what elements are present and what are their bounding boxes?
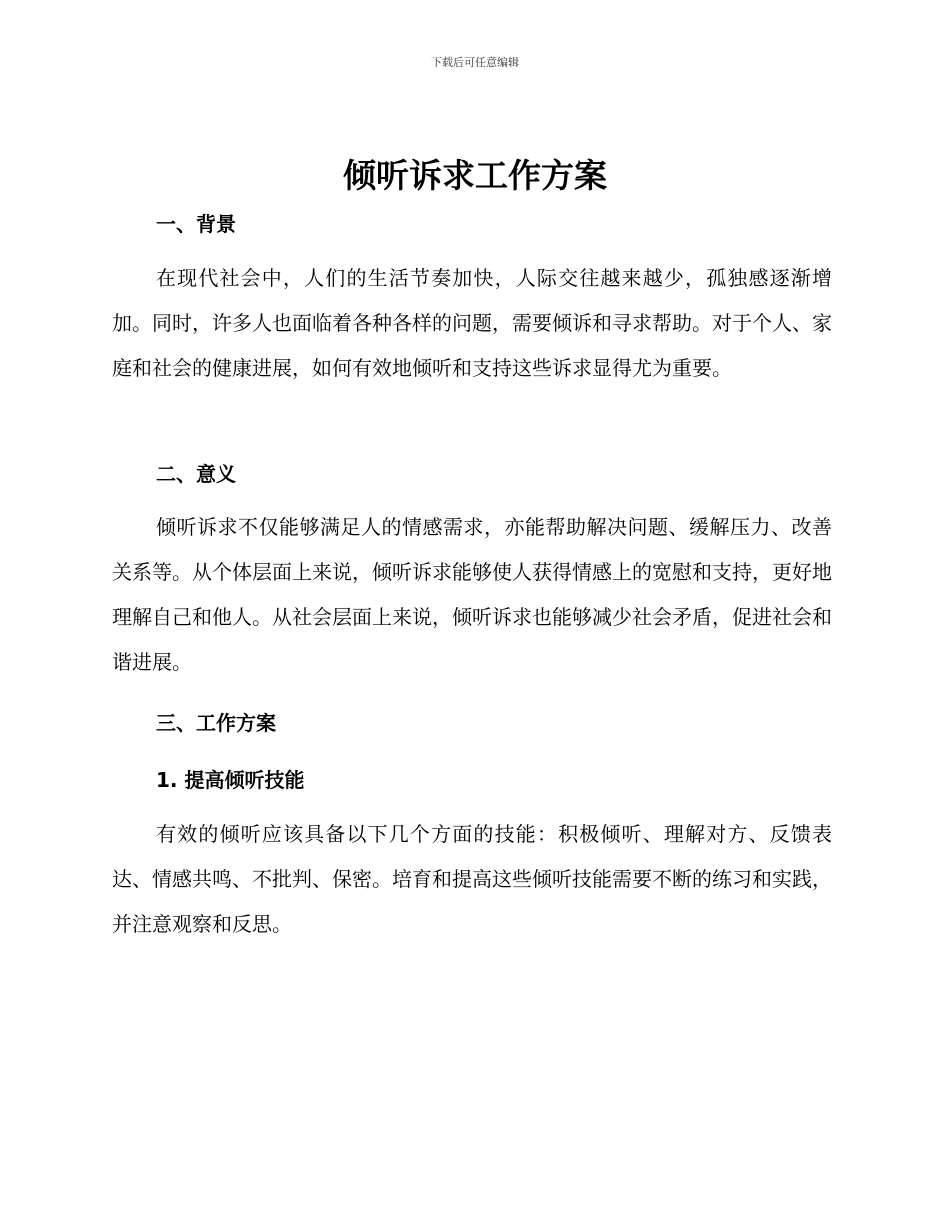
document-title: 倾听诉求工作方案 bbox=[343, 156, 607, 195]
header-note: 下载后可任意编辑 bbox=[431, 56, 519, 69]
subsection-heading-listening-skills: 1. 提高倾听技能 bbox=[156, 768, 305, 792]
section-heading-background: 一、背景 bbox=[156, 212, 236, 236]
subsection-paragraph-listening-skills: 有效的倾听应该具备以下几个方面的技能：积极倾听、理解对方、反馈表达、情感共鸣、不批判、保密。培育和提高这些倾听技能需要不断的练习和实践，并注意观察和反思。 bbox=[112, 822, 832, 936]
section-paragraph-significance: 倾听诉求不仅能够满足人的情感需求，亦能帮助解决问题、缓解压力、改善关系等。从个体层面上来说，倾听诉求能够使人获得情感上的宽慰和支持，更好地理解自己和他人。从社会层面上来说，倾听诉求也能够减少社会矛盾，促进社会和谐进展。 bbox=[112, 515, 832, 674]
section-heading-work-plan: 三、工作方案 bbox=[156, 711, 276, 735]
section-paragraph-background: 在现代社会中，人们的生活节奏加快，人际交往越来越少，孤独感逐渐增加。同时，许多人也面临着各种各样的问题，需要倾诉和寻求帮助。对于个人、家庭和社会的健康进展，如何有效地倾听和支持这些诉求显得尤为重要。 bbox=[112, 266, 832, 380]
section-heading-significance: 二、意义 bbox=[156, 462, 236, 486]
